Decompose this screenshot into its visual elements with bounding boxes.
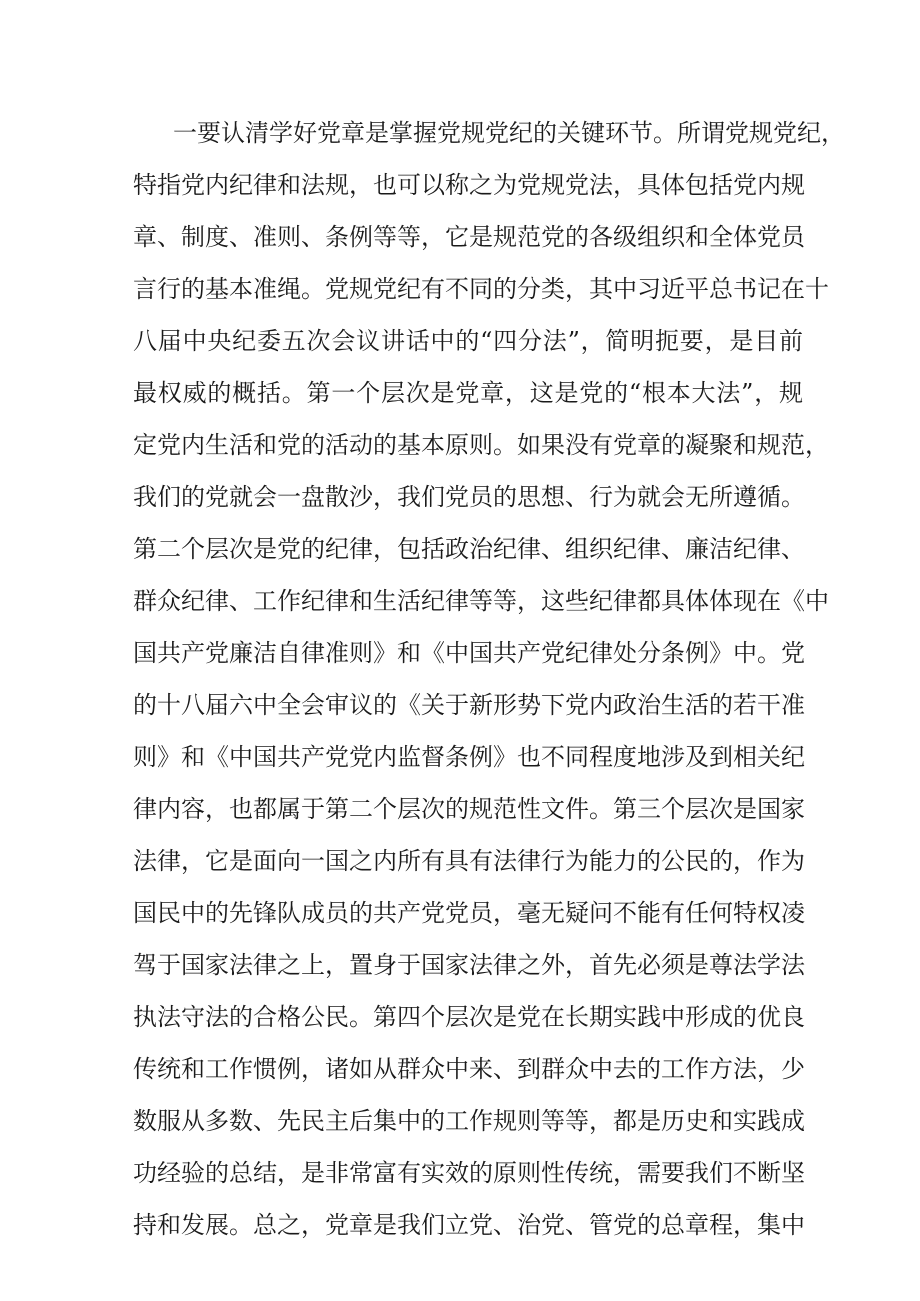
text-line: 国共产党廉洁自律准则》和《中国共产党纪律处分条例》中。党 [133, 639, 805, 667]
text-line: 持和发展。总之，党章是我们立党、治党、管党的总章程，集中 [133, 1211, 805, 1239]
text-line: 章、制度、准则、条例等等，它是规范党的各级组织和全体党员 [133, 223, 805, 251]
text-line: 律内容，也都属于第二个层次的规范性文件。第三个层次是国家 [133, 795, 805, 823]
text-line: 国民中的先锋队成员的共产党党员，毫无疑问不能有任何特权凌 [133, 899, 805, 927]
text-line: 驾于国家法律之上，置身于国家法律之外，首先必须是尊法学法 [133, 951, 805, 979]
text-line: 八届中央纪委五次会议讲话中的“四分法”，简明扼要，是目前 [133, 327, 803, 355]
text-line: 一要认清学好党章是掌握党规党纪的关键环节。所谓党规党纪， [173, 119, 845, 147]
body-paragraph [133, 107, 845, 1251]
text-line: 的十八届六中全会审议的《关于新形势下党内政治生活的若干准 [133, 691, 805, 719]
text-line: 功经验的总结，是非常富有实效的原则性传统，需要我们不断坚 [133, 1159, 805, 1187]
text-line: 法律，它是面向一国之内所有具有法律行为能力的公民的，作为 [133, 847, 805, 875]
text-line: 群众纪律、工作纪律和生活纪律等等，这些纪律都具体体现在《中 [133, 587, 829, 615]
text-line: 言行的基本准绳。党规党纪有不同的分类，其中习近平总书记在十 [133, 275, 829, 303]
text-line: 执法守法的合格公民。第四个层次是党在长期实践中形成的优良 [133, 1003, 805, 1031]
text-line: 特指党内纪律和法规，也可以称之为党规党法，具体包括党内规 [133, 171, 805, 199]
text-line: 则》和《中国共产党党内监督条例》也不同程度地涉及到相关纪 [133, 743, 805, 771]
text-line: 我们的党就会一盘散沙，我们党员的思想、行为就会无所遵循。 [133, 483, 805, 511]
text-line: 最权威的概括。第一个层次是党章，这是党的“根本大法”，规 [133, 379, 803, 407]
text-line: 第二个层次是党的纪律，包括政治纪律、组织纪律、廉洁纪律、 [133, 535, 805, 563]
text-line: 数服从多数、先民主后集中的工作规则等等，都是历史和实践成 [133, 1107, 805, 1135]
text-line: 传统和工作惯例，诸如从群众中来、到群众中去的工作方法，少 [133, 1055, 805, 1083]
text-line: 定党内生活和党的活动的基本原则。如果没有党章的凝聚和规范， [133, 431, 829, 459]
